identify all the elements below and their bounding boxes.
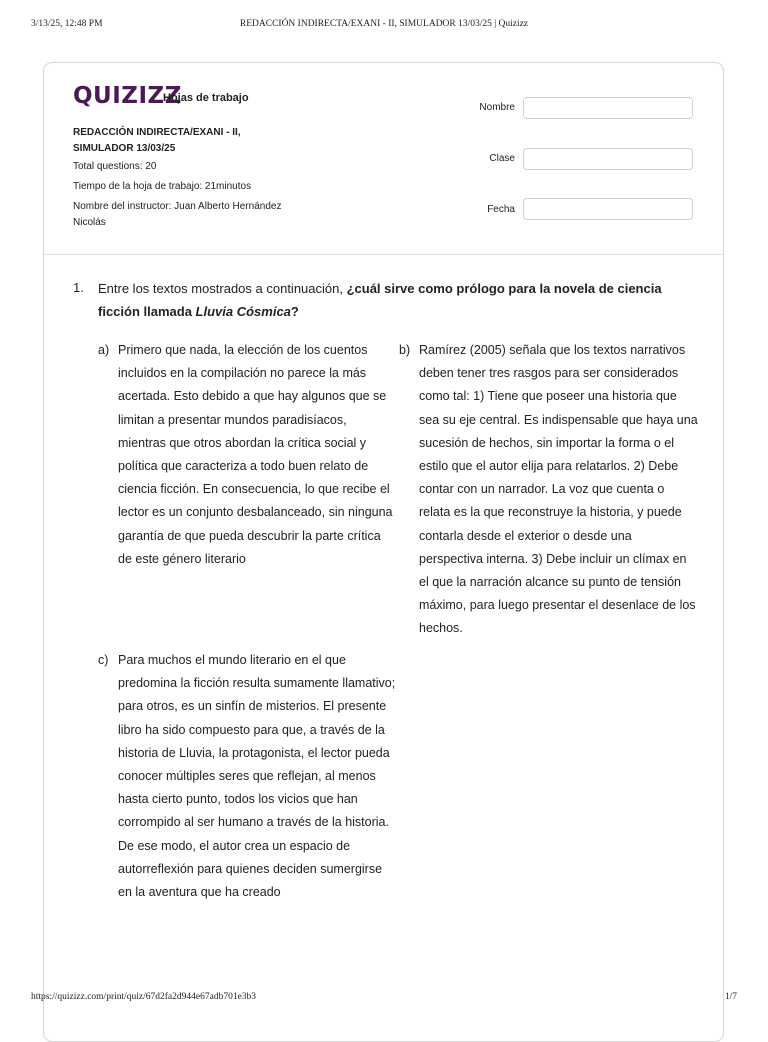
option-text: Para muchos el mundo literario en el que predomina la ficción resulta sumamente llamativo; para otros, es un sinfín de misterios. El presente libro ha sido compuesto para que, a través de la historia de Lluvia, la protagonista, el lector pueda conocer múltiples seres que reflejan, al menos hasta cierto punto, todos los vicios que han corrompido al ser humano a través de la historia. De ese modo, el autor crea un espacio de autorreflexión para quienes deciden sumergirse en la aventura que ha creado bbox=[118, 653, 396, 900]
option-letter: a) bbox=[98, 343, 110, 357]
option-letter: b) bbox=[399, 343, 411, 357]
name-label: Nombre bbox=[479, 102, 515, 113]
worksheet-label: Hojas de trabajo bbox=[163, 92, 249, 104]
class-label: Clase bbox=[489, 153, 515, 164]
instructor-name: Nombre del instructor: Juan Alberto Hernández Nicolás bbox=[73, 201, 282, 228]
question-stem-plain: Entre los textos mostrados a continuación, bbox=[98, 281, 347, 296]
header-divider bbox=[44, 254, 723, 255]
question-number: 1. bbox=[73, 280, 84, 295]
date-field[interactable] bbox=[523, 198, 693, 220]
question-stem bbox=[98, 277, 678, 323]
novel-title: Lluvia Cósmica bbox=[195, 304, 291, 319]
date-label: Fecha bbox=[487, 204, 515, 215]
name-field[interactable] bbox=[523, 97, 693, 119]
question-stem-bold: ¿cuál sirve como prólogo para la novela de ciencia ficción llamada Lluvia Cósmica? bbox=[98, 281, 662, 319]
worksheet-time: Tiempo de la hoja de trabajo: 21minutos bbox=[73, 181, 252, 192]
print-datetime: 3/13/25, 12:48 PM bbox=[31, 19, 103, 29]
quizizz-logo: QUIZIZZ bbox=[73, 83, 182, 109]
quiz-title: REDACCIÓN INDIRECTA/EXANI - II, SIMULADOR 13/03/25 bbox=[73, 127, 241, 154]
class-field[interactable] bbox=[523, 148, 693, 170]
total-questions: Total questions: 20 bbox=[73, 161, 157, 172]
print-page-number: 1/7 bbox=[724, 992, 737, 1002]
option-letter: c) bbox=[98, 653, 109, 667]
option-text: Primero que nada, la elección de los cuentos incluidos en la compilación no parece la más acertada. Esto debido a que hay algunos que se limitan a presentar mundos paradisíacos, mientras que otros abordan la crítica social y política que caracteriza a todo buen relato de ciencia ficción. En consecuencia, lo que recibe el lector es un conjunto desbalanceado, sin ninguna garantía de que pueda descubrir la parte crítica de este género literario bbox=[118, 343, 393, 566]
print-url[interactable]: https://quizizz.com/print/quiz/67d2fa2d944e67adb701e3b3 bbox=[31, 992, 257, 1002]
print-doc-title: REDACCIÓN INDIRECTA/EXANI - II, SIMULADOR 13/03/25 | Quizizz bbox=[239, 19, 529, 29]
option-text: Ramírez (2005) señala que los textos narrativos deben tener tres rasgos para ser considerados como tal: 1) Tiene que poseer una historia que sea su eje central. Es indispensable que haya una sucesión de hechos, sin importar la forma o el estilo que el autor elija para relatarlos. 2) Debe contar con un narrador. La voz que cuenta o relata es la que reconstruye la historia, y puede contarla desde el exterior o desde una perspectiva interna. 3) Debe incluir un clímax en el que la narración alcance su punto de tensión máximo, para luego presentar el desenlace de los hechos. bbox=[419, 343, 698, 636]
